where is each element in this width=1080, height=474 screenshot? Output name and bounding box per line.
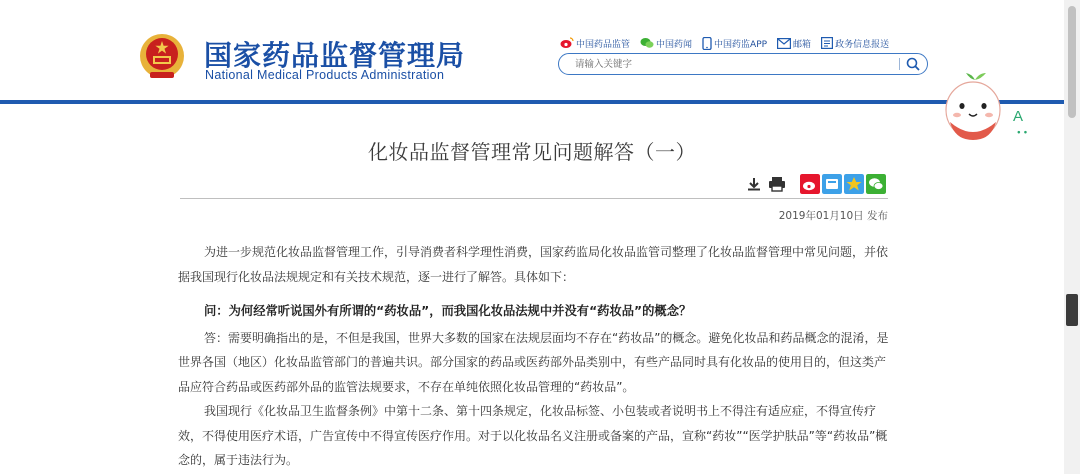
download-icon[interactable] [746, 176, 762, 192]
share-bar [800, 174, 886, 194]
link-label: 中国药监APP [714, 39, 768, 50]
favorite-share-icon[interactable] [844, 174, 864, 194]
mobile-icon [702, 37, 712, 50]
header-rule [0, 100, 1064, 104]
site-header [0, 0, 1064, 104]
national-emblem-icon [138, 32, 186, 82]
print-icon[interactable] [768, 176, 786, 192]
article-title: 化妆品监督管理常见问题解答（一） [368, 140, 696, 164]
top-links [560, 36, 889, 50]
report-icon [821, 37, 833, 49]
search-icon[interactable] [905, 56, 921, 72]
scrollbar-thumb[interactable] [1068, 6, 1076, 118]
article-body [178, 240, 890, 473]
title-divider [180, 198, 888, 199]
mail-icon [777, 38, 791, 49]
link-wechat[interactable] [640, 37, 692, 50]
publish-date: 2019年01月10日 发布 [778, 210, 888, 222]
side-float-tab[interactable] [1066, 294, 1078, 326]
article-paragraph: 答：需要明确指出的是，不但是我国，世界大多数的国家在法规层面均不存在“药妆品”的概念。避免化妆品和药品概念的混淆，是世界各国（地区）化妆品监管部门的普遍共识。部分国家的药品或医药部外品类别中，有些产品同时具有化妆品的使用目的，但这类产品应符合药品或医药部外品的监管法规要求，不存在单纯依照化妆品管理的“药妆品”。 [178, 330, 889, 394]
link-weibo[interactable] [560, 37, 630, 50]
article-paragraph: 我国现行《化妆品卫生监督条例》中第十二条、第十四条规定，化妆品标签、小包装或者说明书上不得注有适应症，不得宣传疗效，不得使用医疗术语，广告宣传中不得宣传医疗作用。对于以化妆品名义注册或备案的产品，宣称“药妆”“医学护肤品”等“药妆品”概念的，属于违法行为。 [178, 404, 888, 467]
weibo-icon [560, 37, 574, 49]
side-dots: ∙∙ [1016, 128, 1030, 138]
search-input[interactable] [575, 56, 875, 72]
link-report[interactable] [821, 37, 889, 50]
link-mail[interactable] [777, 37, 811, 50]
site-name-en: National Medical Products Administration [205, 68, 445, 82]
link-app[interactable] [702, 37, 767, 50]
link-label: 中国药闻 [656, 39, 693, 50]
search-box [558, 53, 928, 75]
weibo-share-icon[interactable] [800, 174, 820, 194]
search-divider [899, 58, 900, 70]
article-tools [746, 176, 786, 192]
link-label: 邮箱 [793, 39, 812, 50]
link-label: 政务信息报送 [835, 39, 890, 50]
wechat-icon [640, 37, 654, 49]
qq-share-icon[interactable] [822, 174, 842, 194]
site-name-cn[interactable]: 国家药品监督管理局 [204, 39, 466, 72]
page-scrollbar[interactable] [1064, 0, 1080, 474]
wechat-share-icon[interactable] [866, 174, 886, 194]
link-label: 中国药品监管 [576, 39, 631, 50]
article-question: 问：为何经常听说国外有所谓的“药妆品”，而我国化妆品法规中并没有“药妆品”的概念？ [204, 304, 692, 318]
article-paragraph: 为进一步规范化妆品监督管理工作，引导消费者科学理性消费，国家药监局化妆品监管司整理了化妆品监督管理中常见问题，并依据我国现行化妆品法规规定和有关技术规范，逐一进行了解答。具体如下： [178, 245, 889, 284]
font-size-toggle[interactable]: A [1013, 108, 1024, 125]
